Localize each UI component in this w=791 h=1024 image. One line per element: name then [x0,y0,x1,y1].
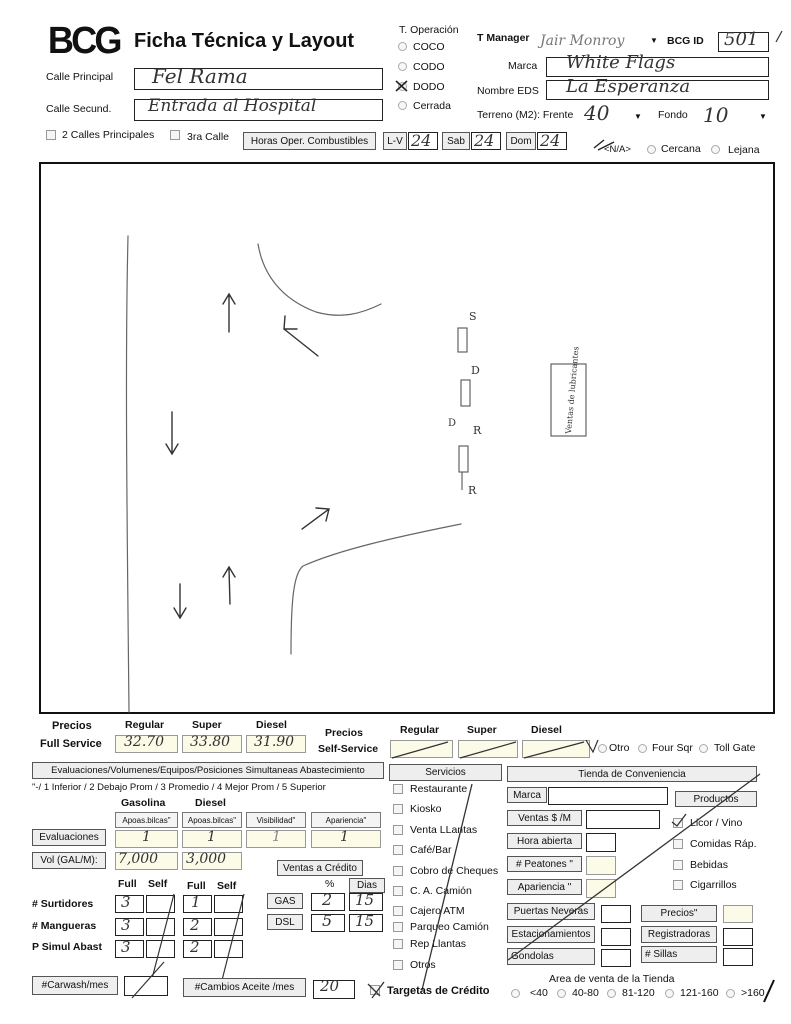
gasolina-label: Gasolina [121,797,166,809]
layout-sketch-canvas[interactable] [39,162,775,714]
area-venta-label: Area de venta de la Tienda [549,973,675,985]
op-coco-label: COCO [413,41,445,53]
credito-gas-dias-value: 15 [355,891,375,909]
servicios-header: Servicios [389,764,502,781]
regular-full-value: 32.70 [124,734,165,750]
gondolas-label: Gondolas [507,948,595,965]
puertas-neveras-label: Puertas Neveras [507,903,595,920]
col-regular-self: Regular [400,724,440,736]
equipos-col-full-dsl: Full [187,880,206,892]
credito-gas-label: GAS [267,893,303,909]
tienda-hora-label: Hora abierta [507,833,582,849]
super-full-value: 33.80 [190,734,231,750]
simul-full-gas-value: 3 [121,938,131,956]
cambios-aceite-value: 20 [320,977,340,995]
equipos-col-self-gas: Self [148,878,168,890]
sab-label: Sab [442,132,470,150]
servicio-cheques-label: Cobro de Cheques [410,865,499,877]
simul-abast-label: P Simul Abast [32,941,103,953]
sketch-label-s: S [469,310,477,323]
servicio-restaurante-label: Restaurante [410,783,468,795]
carwash-strike [124,960,174,1000]
road-upper-curve [258,244,381,315]
area-121-160-label: 121-160 [680,987,719,999]
op-codo-label: CODO [413,61,445,73]
area-lt40-radio[interactable] [511,989,520,998]
frente-value: 40 [584,101,610,125]
scale-legend: "-/ 1 Inferior / 2 Debajo Prom / 3 Promedio / 4 Mejor Prom / 5 Superior [32,782,326,793]
sketch-label-r1: R [473,424,482,437]
t-operacion-label: T. Operación [399,24,459,36]
tienda-ventas-label: Ventas $ /M [507,810,582,826]
type-tollgate-label: Toll Gate [714,742,756,754]
mangueras-label: # Mangueras [32,920,97,932]
self-prices-strike [388,736,608,762]
dos-calles-label: 2 Calles Principales [62,129,155,141]
t-manager-dropdown-icon[interactable]: ▼ [650,36,658,45]
credito-dsl-pct-value: 5 [322,911,333,930]
registradoras-label: Registradoras [641,926,717,943]
page-title: Ficha Técnica y Layout [134,30,355,52]
sketch-label-r2: R [468,484,477,497]
op-coco-radio[interactable] [398,42,407,51]
horas-oper-button[interactable]: Horas Oper. Combustibles [243,132,376,150]
eval-col-visibilidad: Visibilidad" [246,812,306,828]
tienda-header: Tienda de Conveniencia [507,766,757,782]
servicio-rep-llantas-label: Rep Llantas [410,938,467,950]
tercera-calle-checkbox[interactable] [170,130,180,140]
col-regular-full: Regular [125,719,165,731]
ventas-credito-header: Ventas a Crédito [277,860,363,876]
nombre-eds-value: La Esperanza [566,76,691,97]
proximity-lejana-radio[interactable] [711,145,720,154]
precios-self-label: Self-Service [318,743,379,755]
lv-value: 24 [411,131,432,150]
sketch-label-d2: D [448,418,457,429]
op-dodo-check-mark [394,78,410,94]
area-lt40-label: <40 [530,987,548,999]
fondo-dropdown-icon[interactable]: ▼ [759,112,767,121]
pump-s [458,328,467,352]
vol-gas-value: 7,000 [118,851,159,867]
precios-tienda-label: Precios" [641,905,717,922]
proximity-na-label: <N/A> [604,144,631,155]
area-gt160-mark [758,978,778,1004]
precios-full-label-1: Precios [52,720,92,732]
eval-col-gas: Apoas.bilcas" [115,812,178,828]
sab-value: 24 [474,131,495,150]
precios-full-label: Full Service [40,738,102,750]
servicio-cafe-label: Café/Bar [410,844,452,856]
surtidores-full-dsl-value: 1 [191,893,201,911]
dom-label: Dom [506,132,536,150]
type-foursqr-radio[interactable] [638,744,647,753]
type-otro-label: Otro [609,742,630,754]
op-cerrada-label: Cerrada [413,100,451,112]
bcg-id-value: 501 [724,29,759,50]
evaluaciones-header: Evaluaciones/Volumenes/Equipos/Posiciones Simultaneas Abastecimiento [32,762,384,779]
frente-dropdown-icon[interactable]: ▼ [634,112,642,121]
producto-comidas-label: Comidas Ráp. [690,838,757,850]
arrow-diag-2 [302,508,329,529]
calle-principal-label: Calle Principal [46,71,114,83]
op-cerrada-radio[interactable] [398,101,407,110]
tienda-strike [500,770,770,970]
marca-value: White Flags [566,52,676,73]
diesel-label: Diesel [195,797,226,809]
area-40-80-label: 40-80 [572,987,599,999]
corner-tick-mark [774,30,784,44]
ventas-credito-dias-label: Dias [349,878,385,893]
eval-visibilidad-value: 1 [272,829,281,845]
area-121-160-radio[interactable] [665,989,674,998]
col-diesel-self: Diesel [531,724,562,736]
targetas-check-mark [366,980,388,1000]
surtidores-label: # Surtidores [32,898,94,910]
nombre-eds-label: Nombre EDS [477,85,539,97]
sillas-label: # Sillas [641,946,717,963]
road-lower-curve [291,524,461,654]
cambios-aceite-label: #Cambios Aceite /mes [183,978,306,997]
area-gt160-label: >160 [741,987,765,999]
mangueras-full-gas-value: 3 [121,916,131,934]
servicio-parqueo-label: Parqueo Camión [410,921,489,933]
arrow-down-1 [166,412,178,454]
eval-col-apariencia: Apariencia" [311,812,381,828]
evaluaciones-row-label: Evaluaciones [32,829,106,846]
producto-cigarrillos-label: Cigarrillos [690,879,737,891]
eval-dsl-value: 1 [207,829,216,845]
vol-row-label: Vol (GAL/M): [32,852,106,869]
type-otro-radio[interactable] [598,744,607,753]
calle-secund-value: Entrada al Hospital [148,96,317,116]
credito-dsl-label: DSL [267,914,303,930]
arrow-down-2 [174,584,186,618]
road-left-edge [126,236,129,712]
area-40-80-radio[interactable] [557,989,566,998]
tercera-calle-label: 3ra Calle [187,131,230,143]
t-manager-label: T Manager [477,32,530,44]
marca-label: Marca [508,60,538,72]
lv-label: L-V [383,132,407,150]
tienda-apariencia-label: Apariencia " [507,879,582,895]
simul-full-dsl-value: 2 [190,938,200,956]
pump-d1 [461,380,470,406]
equipos-col-self-dsl: Self [217,880,237,892]
arrow-up-1 [223,294,235,332]
proximity-lejana-label: Lejana [728,144,760,156]
eval-col-dsl: Apoas.bilcas" [182,812,242,828]
bcg-logo: BCG [47,20,120,62]
equipos-col-full-gas: Full [118,878,137,890]
col-super-self: Super [467,724,497,736]
calle-secund-label: Calle Secund. [46,103,112,115]
precios-self-label-1: Precios [325,727,363,739]
type-tollgate-radio[interactable] [699,744,708,753]
terreno-frente-label: Terreno (M2): Frente [477,109,574,121]
t-manager-value: Jair Monroy [540,33,625,49]
diesel-full-value: 31.90 [254,734,295,750]
arrow-up-2 [223,567,235,604]
targetas-label: Targetas de Crédito [387,985,490,997]
proximity-cercana-radio[interactable] [647,145,656,154]
credito-dsl-dias-value: 15 [355,912,375,930]
carwash-label: #Carwash/mes [32,976,118,995]
vol-dsl-value: 3,000 [186,851,227,867]
servicio-ca-camion-label: C. A. Camión [410,885,472,897]
sketch-lubricantes: Ventas de lubricantes [564,346,581,435]
credito-gas-pct-value: 2 [322,890,333,909]
servicio-kiosko-label: Kiosko [410,803,442,815]
surtidores-full-gas-value: 3 [121,893,131,911]
mangueras-full-dsl-value: 2 [190,916,200,934]
fondo-label: Fondo [658,109,688,121]
ventas-credito-pct-label: % [325,878,335,890]
area-81-120-label: 81-120 [622,987,655,999]
sketch-label-d1: D [471,364,480,377]
col-diesel-full: Diesel [256,719,287,731]
dom-value: 24 [540,131,561,150]
arrow-diag-1 [284,316,318,356]
tienda-marca-label: Marca [507,787,547,803]
tienda-peatones-label: # Peatones " [507,856,582,872]
op-codo-radio[interactable] [398,62,407,71]
area-81-120-radio[interactable] [607,989,616,998]
estacionamientos-label: Estacionamientos [507,926,595,943]
layout-sketch [41,164,777,716]
dos-calles-checkbox[interactable] [46,130,56,140]
eval-gas-value: 1 [142,829,151,845]
op-dodo-label: DODO [413,81,445,93]
servicio-atm-label: Cajero ATM [410,905,465,917]
pump-r [459,446,468,472]
servicio-llantas-label: Venta LLantas [410,824,478,836]
eval-apariencia-value: 1 [340,829,349,845]
fondo-value: 10 [703,103,729,127]
col-super-full: Super [192,719,222,731]
servicios-strike [400,780,480,1000]
calle-principal-value: Fel Rama [152,64,248,88]
type-foursqr-label: Four Sqr [652,742,693,754]
servicio-otros-label: Otros [410,959,436,971]
producto-bebidas-label: Bebidas [690,859,728,871]
proximity-cercana-label: Cercana [661,143,701,155]
area-gt160-radio[interactable] [726,989,735,998]
bcg-id-label: BCG ID [667,35,704,47]
productos-button[interactable]: Productos [675,791,757,807]
producto-licor-label: Licor / Vino [690,817,743,829]
